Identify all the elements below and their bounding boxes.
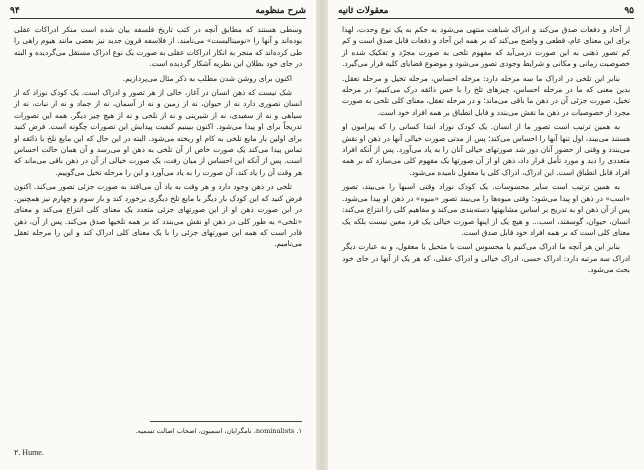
footnote-2: ۲. Hume. bbox=[14, 448, 44, 457]
right-page-number: ۹۵ bbox=[624, 6, 634, 16]
paragraph: اکنون برای روشن شدن مطلب به ذکر مثال می‌پردازیم. bbox=[122, 73, 292, 83]
footnote-divider bbox=[150, 421, 302, 422]
paragraph: بنابر این هر آنچه ما ادراک می‌کنیم یا محسوس است یا متخیل یا معقول، و به عبارت دیگر ادراک سه مرتبه دارد: ادراک حسی، ادراک خیالی و ادراک عقلی، که هر یک از آنها در جای خود بحث می‌شود. bbox=[342, 242, 630, 275]
paragraph: شک نیست که ذهن انسان در آغاز، خالی از هر تصور و ادراک است. یک کودک نوزاد که از انسان تصوری دارد نه از حیوان، نه از زمین و نه از آسمان، نه از جماد و نه از نبات، نه از سیاهی و نه از سفیدی، نه از شیرینی و نه از تلخی و نه از هیچ چیز دیگر. همه این تصورات تدریجاً برای او پیدا می‌شود. اکنون ببینیم کیفیت پیدایش این تصورات چگونه است. فرض کنید برای اولین بار مایع تلخی به کام او ریخته می‌شود. البته در این حال که این مایع تلخ با ذائقه او تماس پیدا می‌کند یک صورت خاص از آن تلخی به ذهن او می‌رسد و آن همان حالت احساس است. پس از آنکه این احساس از میان رفت، یک صورت خیالی از آن در ذهن باقی می‌ماند که هر وقت آن را یاد کند، آن صورت را به یاد می‌آورد و این را مرحله تخیل می‌گوییم. bbox=[14, 88, 302, 177]
right-running-title: معقولات ثانیه bbox=[338, 6, 389, 16]
paragraph: به همین ترتیب است تصور ما از انسان. یک کودک نوزاد ابتدا کسانی را که پیرامون او هستند می‌بیند، اول تنها آنها را احساس می‌کند؛ پس از مدتی صورت خیالی آنها در ذهن او نقش می‌بندد و وقتی از حضور آنان دور شد صورتهای خیالی آنان را به یاد می‌آورد. پس از آنکه افراد متعددی را دید و مورد تأمل قرار داد، ذهن او از آن صورتها یک مفهوم کلی می‌سازد که بر همه افراد قابل انطباق است. این ادراک، ادراک کلی یا معقول نامیده می‌شود. bbox=[342, 122, 630, 177]
footnotes bbox=[14, 426, 302, 436]
right-page bbox=[328, 0, 644, 470]
left-page bbox=[0, 0, 316, 470]
left-page-body bbox=[14, 24, 302, 253]
paragraph: به همین ترتیب است سایر محسوسات. یک کودک نوزاد وقتی اسبها را می‌بیند، تصور «اسب» در ذهن او پیدا می‌شود؛ وقتی میوه‌ها را می‌بیند تصور «میوه» در ذهن او پیدا می‌شود. پس از آن ذهن او به تدریج بر اساس مشابهتها دسته‌بندی می‌کند و مفاهیم کلی را انتزاع می‌کند: انسان، حیوان، گوسفند، اسب... و هیچ یک از اینها صورت خیالی یک فرد معین نیست بلکه یک معنای کلی است که بر همه افراد خود قابل صدق است. bbox=[342, 182, 630, 237]
left-page-header bbox=[10, 4, 306, 19]
paragraph: وسطی هستند که مطابق آنچه در کتب تاریخ فلسفه بیان شده است منکر ادراکات عقلی بوده‌اند و آنها را «نومینالیست» می‌نامند. از فلاسفه قرون جدید نیز بعضی مانند هیوم راهی را طی کرده‌اند که منجر به انکار ادراکات عقلی به صورت یک نوع ادراک مستقل می‌گردیده و البته در جای خود بطلان این نظریه آشکار گردیده است. bbox=[14, 25, 302, 69]
left-running-title: شرح منظومه bbox=[255, 6, 306, 16]
footnote-1: ۱. nominalists، نامگرایان، اسمیون، اصحاب اصالت تسمیه. bbox=[135, 427, 302, 435]
book-gutter bbox=[316, 0, 328, 470]
right-page-header bbox=[338, 4, 634, 19]
left-page-number: ۹۴ bbox=[10, 6, 20, 16]
paragraph: از آحاد و دفعات صدق می‌کند و ادراک شباهت منتهی می‌شود به حکم به یک نوع وحدت، لهذا برای این معنای عام، قطعی و واضح می‌کند که بر همه این آحاد و دفعات قابل صدق است و کم کم تصور ذهنی به این صورت درمی‌آید که مفهوم تلخی به صورت مجرّد و تفکیک شده از خصوصیت زمانی و مکانی و شرایط وجودی تصور می‌شود و موضوع قضایای کلیه قرار می‌گیرد. bbox=[342, 25, 630, 69]
paragraph: بنابر این تلخی در ادراک ما سه مرحله دارد: مرحله احساس، مرحله تخیل و مرحله تعقل. بدین معنی که ما در مرحله احساس، چیزهای تلخ را با حس ذائقه درک می‌کنیم؛ در مرحله تخیل، صورت جزئی آن در ذهن ما باقی می‌ماند؛ و در مرحله تعقل، معنای کلی تلخی به صورت مجرد از خصوصیات در ذهن ما نقش می‌بندد و قابل انطباق بر همه افراد خود است. bbox=[342, 73, 630, 117]
paragraph: تلخی در ذهن وجود دارد و هر وقت به یاد آن می‌افتد به صورت جزئی تصور می‌کند. اکنون فرض کنید که این کودک بار دیگر با مایع تلخ دیگری برخورد کند و بار سوم و چهارم نیز همچنین. در این صورت ذهن او از این صورتهای جزئی متعدد یک معنای کلی انتزاع می‌کند و معنای «تلخی» به طور کلی در ذهن او نقش می‌بندد که بر همه تلخیها صدق می‌کند. پس از آن، ذهن قادر است که همه این صورتهای جزئی را با یک معنای کلی ادراک کند و این را مرحله تعقل می‌نامیم. bbox=[14, 182, 302, 249]
right-page-body bbox=[342, 24, 630, 279]
